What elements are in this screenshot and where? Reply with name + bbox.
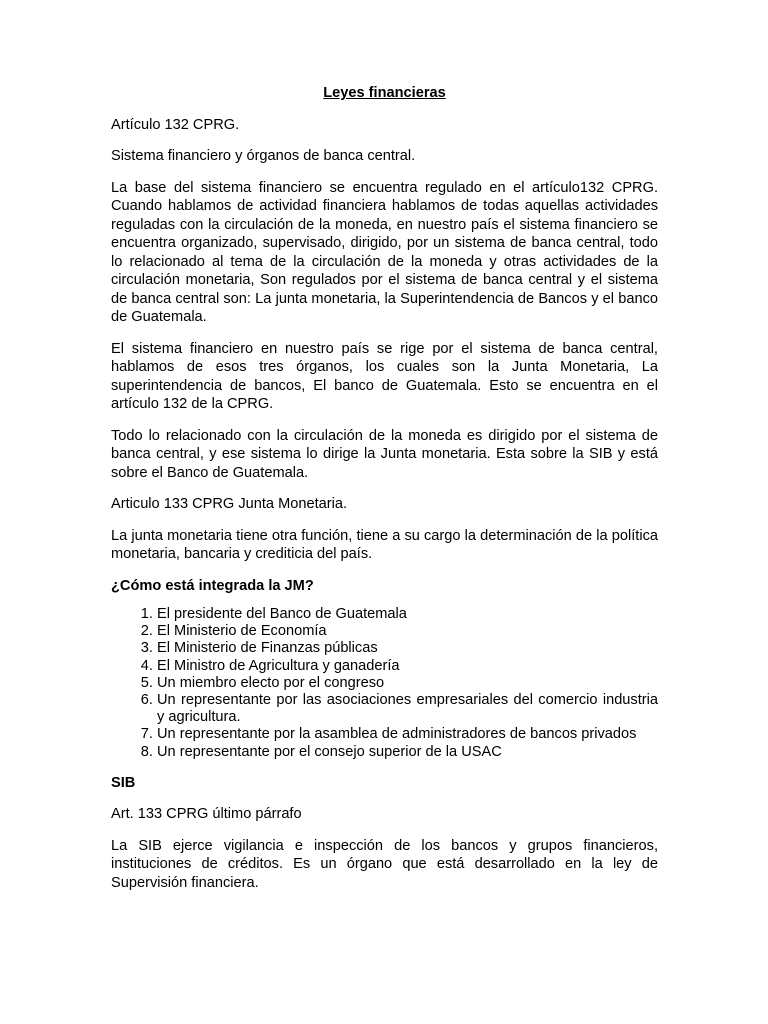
paragraph-central-bank-organs: El sistema financiero en nuestro país se rige por el sistema de banca central, hablamos de esos tres órganos, los cuales son la Junta Monetaria, La superintendencia de bancos, El banco de Guatemala. Esto se encuentra en el artículo 132 de la CPRG.: [111, 340, 658, 412]
list-item: 1. El presidente del Banco de Guatemala: [157, 606, 658, 623]
list-item: 5. Un miembro electo por el congreso: [157, 675, 658, 692]
document-title: Leyes financieras: [323, 85, 446, 101]
jm-heading: ¿Cómo está integrada la JM?: [111, 577, 314, 594]
jm-members-list: [111, 606, 658, 761]
list-item: 3. El Ministerio de Finanzas públicas: [157, 640, 658, 657]
list-item: 4. El Ministro de Agricultura y ganadería: [157, 658, 658, 675]
paragraph-article-133-last: Art. 133 CPRG último párrafo: [111, 806, 302, 823]
paragraph-subtitle-financial-system: Sistema financiero y órganos de banca central.: [111, 148, 416, 164]
list-item: 2. El Ministerio de Economía: [157, 623, 658, 640]
list-item: 6. Un representante por las asociaciones empresariales del comercio industria y agricultura.: [157, 692, 658, 726]
paragraph-jm-function: La junta monetaria tiene otra función, tiene a su cargo la determinación de la política monetaria, bancaria y crediticia del país.: [111, 527, 658, 562]
paragraph-financial-system-base: La base del sistema financiero se encuentra regulado en el artículo132 CPRG. Cuando hablamos de actividad financiera hablamos de todas aquellas actividades reguladas con la circulación de la moneda, en nuestro país el sistema financiero se encuentra organizado, supervisado, dirigido, por un sistema de banca central, todo lo relacionado al tema de la circulación de la moneda y otras actividades de la circulación monetaria, Son regulados por el sistema de banca central y el sistema de banca central son: La junta monetaria, la Superintendencia de Bancos y el banco de Guatemala.: [111, 179, 658, 325]
paragraph-article-133: Articulo 133 CPRG Junta Monetaria.: [111, 496, 348, 512]
list-item: 7. Un representante por la asamblea de administradores de bancos privados: [157, 726, 658, 743]
sib-heading: SIB: [111, 774, 136, 791]
paragraph-sib-description: La SIB ejerce vigilancia e inspección de los bancos y grupos financieros, instituciones de créditos. Es un órgano que está desarrollado en la ley de Supervisión financiera.: [111, 837, 658, 891]
paragraph-currency-circulation: Todo lo relacionado con la circulación de la moneda es dirigido por el sistema de banca central, y ese sistema lo dirige la Junta monetaria. Esta sobre la SIB y está sobre el Banco de Guatemala.: [111, 427, 658, 481]
document-page: [111, 84, 658, 905]
list-item: 8. Un representante por el consejo superior de la USAC: [157, 744, 658, 761]
paragraph-article-132: Artículo 132 CPRG.: [111, 116, 240, 133]
